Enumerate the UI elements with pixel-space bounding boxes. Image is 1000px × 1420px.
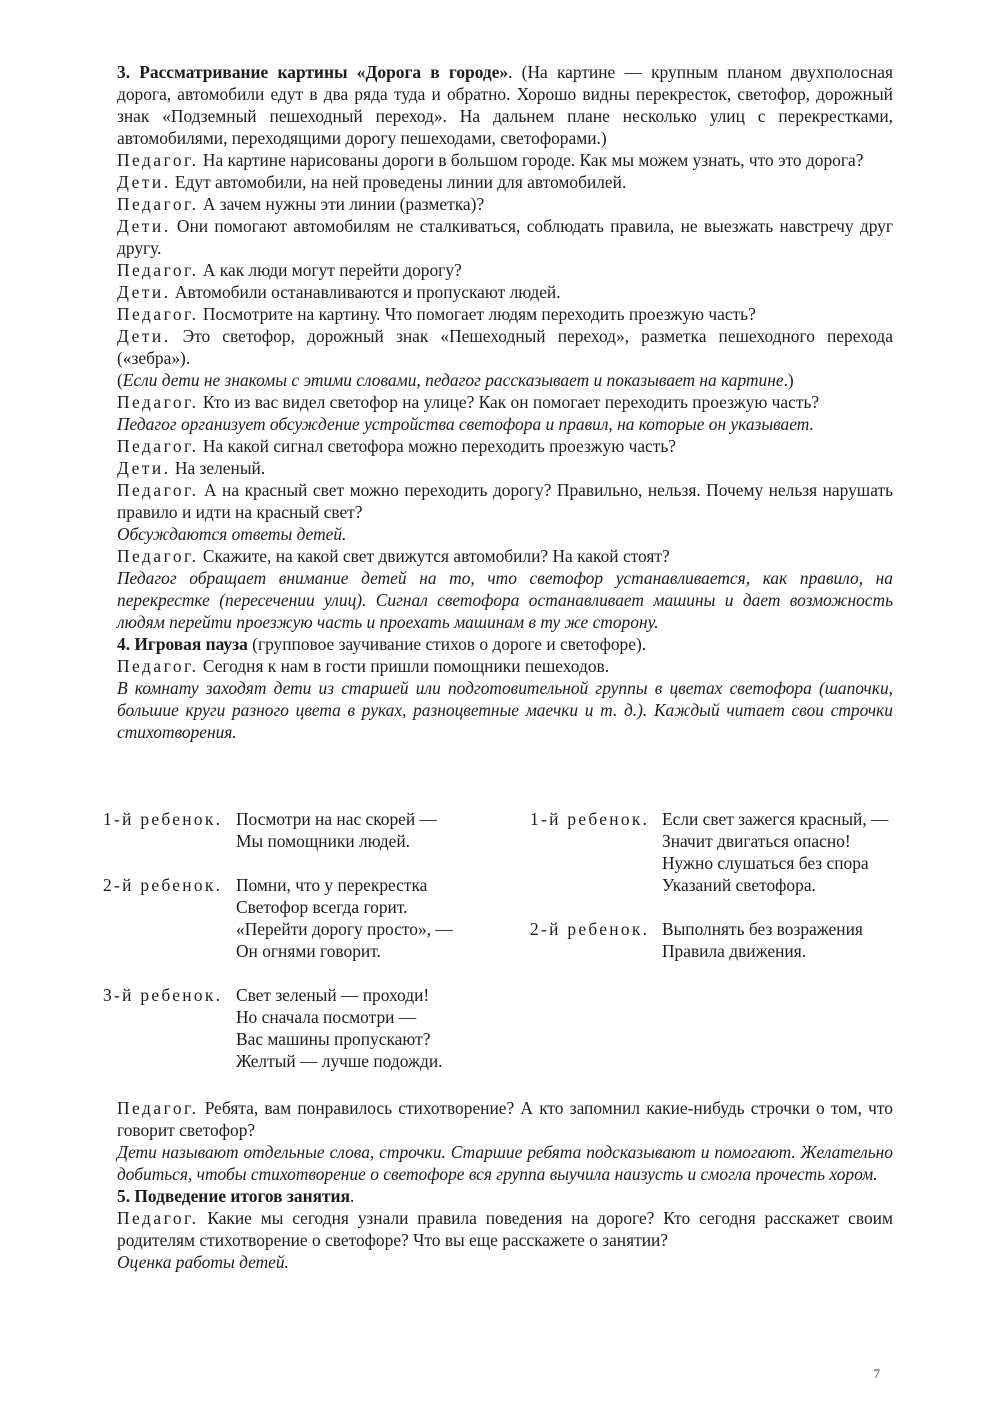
poem-line: Светофор всегда горит. (236, 897, 408, 917)
dialogue-text: А на красный свет можно переходить дорогу? Правильно, нельзя. Почему нельзя нарушать правило и идти на красный свет? (117, 480, 893, 522)
section-5-dot: . (350, 1186, 355, 1206)
poem-line: Нужно слушаться без спора (662, 853, 869, 873)
speaker-label: Педагог. (117, 150, 199, 170)
dialogue-text: Это светофор, дорожный знак «Пешеходный переход», разметка пешеходного перехода («зебра»). (117, 326, 893, 368)
dialogue-line (117, 391, 893, 413)
poem-line: Он огнями говорит. (236, 941, 381, 961)
dialogue-text: А как люди могут перейти дорогу? (198, 260, 462, 280)
speaker-label: Педагог. (117, 656, 199, 676)
dialogue-line (117, 281, 893, 303)
speaker-label: Дети. (117, 216, 171, 236)
child-label: 1-й ребенок. (530, 809, 650, 829)
dialogue-text: Какие мы сегодня узнали правила поведения на дороге? Кто сегодня расскажет своим родителям стихотворение о светофоре? Что вы еще расскажете о занятии? (117, 1208, 893, 1250)
poem-line: Мы помощники людей. (236, 831, 410, 851)
speaker-label: Педагог. (117, 304, 199, 324)
speaker-label: Педагог. (117, 1098, 199, 1118)
poem-line: «Перейти дорогу просто», — (236, 919, 453, 939)
page-text-upper (117, 61, 893, 743)
section-4-heading: 4. Игровая пауза (117, 634, 248, 654)
dialogue-text: Посмотрите на картину. Что помогает людям переходить проезжую часть? (198, 304, 756, 324)
paren-close: .) (783, 370, 794, 390)
dialogue-line (117, 457, 893, 479)
child-label: 3-й ребенок. (103, 985, 223, 1005)
section-5-heading: 5. Подведение итогов занятия (117, 1186, 350, 1206)
speaker-label: Педагог. (117, 1208, 199, 1228)
dialogue-text: А зачем нужны эти линии (разметка)? (198, 194, 485, 214)
poem-line: Желтый — лучше подожди. (236, 1051, 443, 1071)
dialogue-text: Сегодня к нам в гости пришли помощники пешеходов. (198, 656, 610, 676)
stage-note: Дети называют отдельные слова, строчки. Старшие ребята подсказывают и помогают. Желательно добиться, чтобы стихотворение о светофоре вся группа выучила наизусть и смогла прочесть хором. (117, 1142, 893, 1184)
speaker-label: Педагог. (117, 480, 199, 500)
poem-line: Указаний светофора. (662, 875, 816, 895)
dialogue-text: Они помогают автомобилям не сталкиваться, соблюдать правила, не выезжать навстречу друг другу. (117, 216, 893, 258)
speaker-label: Педагог. (117, 194, 199, 214)
page-text-lower (117, 1097, 893, 1273)
page-number: 7 (873, 1366, 880, 1381)
dialogue-text: На зеленый. (170, 458, 266, 478)
speaker-label: Дети. (117, 282, 171, 302)
poem-line: Помни, что у перекрестка (236, 875, 428, 895)
poem-line: Посмотри на нас скорей — (236, 809, 437, 829)
dialogue-line (117, 435, 893, 457)
dialogue-text: Едут автомобили, на ней проведены линии для автомобилей. (170, 172, 627, 192)
section-3-heading: 3. Рассматривание картины «Дорога в городе» (117, 62, 509, 82)
poem-line: Вас машины пропускают? (236, 1029, 431, 1049)
dialogue-line (117, 171, 893, 193)
dialogue-line (117, 1207, 893, 1251)
stanza-lines (236, 874, 453, 962)
stage-note: Оценка работы детей. (117, 1252, 289, 1272)
stage-note: Педагог обращает внимание детей на то, что светофор устанавливается, как правило, на перекрестке (пересечении улиц). Сигнал светофора останавливает машины и дает возможность людям перейти проезжую часть и проехать машинам в ту же сторону. (117, 568, 893, 632)
dialogue-text: Ребята, вам понравилось стихотворение? А кто запомнил какие-нибудь строчки о том, что говорит светофор? (117, 1098, 893, 1140)
speaker-label: Дети. (117, 326, 171, 346)
poem-line: Но сначала посмотри — (236, 1007, 417, 1027)
speaker-label: Педагог. (117, 546, 199, 566)
dialogue-line (117, 325, 893, 369)
stage-note (117, 369, 893, 391)
dialogue-line (117, 259, 893, 281)
stanza-lines (662, 918, 863, 962)
poem-line: Значит двигаться опасно! (662, 831, 851, 851)
stage-note: В комнату заходят дети из старшей или подготовительной группы в цветах светофора (шапочки, большие круги разного цвета в руках, разноцветные маечки и т. д.). Каждый читает свои строчки стихотворения. (117, 678, 893, 742)
dialogue-line (117, 479, 893, 523)
dialogue-line (117, 545, 893, 567)
dialogue-line (117, 655, 893, 677)
note-italic: Если дети не знакомы с этими словами, педагог рассказывает и показывает на картине (122, 370, 784, 390)
section-3-intro: . (На картине — крупным планом двухполосная дорога, автомобили едут в два ряда туда и обратно. Хорошо видны перекресток, светофор, дорожный знак «Подземный пешеходный переход». На дальнем плане несколько улиц с перекрестками, автомобилями, переходящими дорогу пешеходами, светофорами.) (117, 62, 893, 148)
stage-note: Обсуждаются ответы детей. (117, 524, 347, 544)
stanza-lines (662, 808, 888, 896)
dialogue-line (117, 215, 893, 259)
stanza-lines (236, 808, 437, 852)
section-5-paragraph (117, 1185, 893, 1207)
dialogue-text: На картине нарисованы дороги в большом городе. Как мы можем узнать, что это дорога? (198, 150, 864, 170)
dialogue-line (117, 303, 893, 325)
poem-line: Выполнять без возражения (662, 919, 863, 939)
poem-line: Если свет зажегся красный, — (662, 809, 889, 829)
speaker-label: Дети. (117, 458, 171, 478)
child-label: 2-й ребенок. (530, 919, 650, 939)
speaker-label: Педагог. (117, 392, 199, 412)
section-4-text: (групповое заучивание стихов о дороге и светофоре). (247, 634, 647, 654)
dialogue-line (117, 1097, 893, 1141)
stage-note: Педагог организует обсуждение устройства светофора и правил, на которые он указывает. (117, 414, 814, 434)
dialogue-text: Автомобили останавливаются и пропускают людей. (170, 282, 561, 302)
section-4-paragraph (117, 633, 893, 655)
section-3-paragraph (117, 61, 893, 149)
paren-open: ( (117, 370, 123, 390)
dialogue-text: Кто из вас видел светофор на улице? Как он помогает переходить проезжую часть? (198, 392, 820, 412)
dialogue-line (117, 149, 893, 171)
dialogue-line (117, 193, 893, 215)
poem-line: Свет зеленый — проходи! (236, 985, 430, 1005)
child-label: 2-й ребенок. (103, 875, 223, 895)
dialogue-text: Скажите, на какой свет движутся автомобили? На какой стоят? (198, 546, 670, 566)
speaker-label: Педагог. (117, 260, 199, 280)
speaker-label: Педагог. (117, 436, 199, 456)
child-label: 1-й ребенок. (103, 809, 223, 829)
stanza-lines (236, 984, 442, 1072)
dialogue-text: На какой сигнал светофора можно переходить проезжую часть? (198, 436, 677, 456)
speaker-label: Дети. (117, 172, 171, 192)
poem-line: Правила движения. (662, 941, 807, 961)
